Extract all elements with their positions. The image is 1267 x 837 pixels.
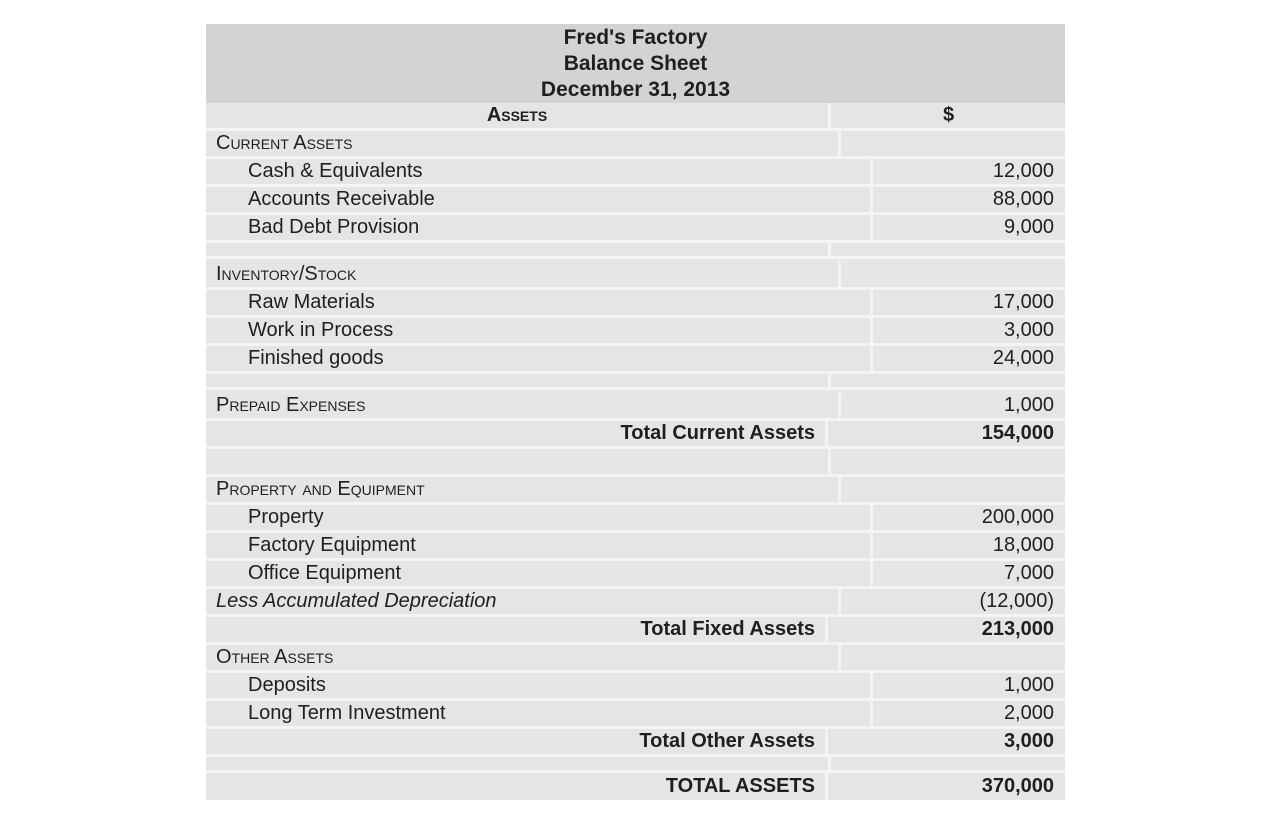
spacer-row [206, 757, 1065, 773]
spacer-cell [206, 449, 831, 474]
depreciation-label: Less Accumulated Depreciation [206, 589, 841, 614]
balance-sheet [206, 24, 1065, 800]
spacer-cell [206, 374, 831, 387]
row-label: Bad Debt Provision [206, 215, 873, 240]
total-current-assets-label: Total Current Assets [206, 421, 828, 446]
row-label: Long Term Investment [206, 701, 873, 726]
sheet-title: Balance Sheet [563, 52, 708, 75]
section-heading-inventory: Inventory/Stock [206, 262, 841, 287]
spacer-row [206, 374, 1065, 390]
total-assets-value: 370,000 [981, 775, 1054, 797]
total-fixed-assets-label: Total Fixed Assets [206, 617, 828, 642]
row-label: Property [206, 505, 873, 530]
table-row [206, 159, 1065, 187]
section-row [206, 262, 1065, 290]
table-row [206, 701, 1065, 729]
total-row [206, 421, 1065, 449]
depreciation-value: (12,000) [979, 590, 1054, 612]
row-value: 17,000 [992, 291, 1054, 313]
row-value: 3,000 [1003, 319, 1054, 341]
spacer-cell [206, 243, 831, 256]
assets-column-header: Assets [206, 103, 831, 128]
row-label: Raw Materials [206, 290, 873, 315]
table-row [206, 346, 1065, 374]
grand-total-row [206, 773, 1065, 800]
total-fixed-assets-value: 213,000 [981, 618, 1054, 640]
column-header-row [206, 103, 1065, 131]
empty-value [832, 262, 1054, 287]
table-row [206, 215, 1065, 243]
table-row [206, 589, 1065, 617]
total-assets-label: TOTAL ASSETS [206, 773, 828, 800]
section-heading-other-assets: Other Assets [206, 645, 841, 670]
empty-value [832, 131, 1054, 156]
currency-column-header: $ [942, 104, 955, 126]
spacer-row [206, 243, 1065, 259]
company-name: Fred's Factory [563, 26, 708, 49]
table-row [206, 290, 1065, 318]
section-row [206, 131, 1065, 159]
row-label: Cash & Equivalents [206, 159, 873, 184]
row-value: 18,000 [992, 534, 1054, 556]
section-row [206, 477, 1065, 505]
total-row [206, 729, 1065, 757]
row-value: 9,000 [1003, 216, 1054, 238]
row-value: 200,000 [981, 506, 1054, 528]
row-value: 12,000 [992, 160, 1054, 182]
row-value: 24,000 [992, 347, 1054, 369]
sheet-date: December 31, 2013 [540, 78, 731, 101]
row-label: Factory Equipment [206, 533, 873, 558]
row-value: 7,000 [1003, 562, 1054, 584]
section-heading-current-assets: Current Assets [206, 131, 841, 156]
row-label: Deposits [206, 673, 873, 698]
row-label: Work in Process [206, 318, 873, 343]
table-row [206, 505, 1065, 533]
spacer-cell [206, 757, 831, 770]
total-row [206, 617, 1065, 645]
section-heading-prepaid: Prepaid Expenses [206, 393, 841, 418]
row-value: 2,000 [1003, 702, 1054, 724]
section-row [206, 393, 1065, 421]
table-row [206, 561, 1065, 589]
section-heading-property: Property and Equipment [206, 477, 841, 502]
row-value: 1,000 [1003, 674, 1054, 696]
row-value: 1,000 [1003, 394, 1054, 416]
table-row [206, 673, 1065, 701]
row-value: 88,000 [992, 188, 1054, 210]
table-row [206, 187, 1065, 215]
empty-value [832, 477, 1054, 502]
total-other-assets-label: Total Other Assets [206, 729, 828, 754]
spacer-row [206, 449, 1065, 477]
table-row [206, 318, 1065, 346]
row-label: Finished goods [206, 346, 873, 371]
sheet-header [206, 24, 1065, 103]
row-label: Accounts Receivable [206, 187, 873, 212]
section-row [206, 645, 1065, 673]
table-row [206, 533, 1065, 561]
total-current-assets-value: 154,000 [981, 422, 1054, 444]
row-label: Office Equipment [206, 561, 873, 586]
empty-value [832, 645, 1054, 670]
total-other-assets-value: 3,000 [1003, 730, 1054, 752]
